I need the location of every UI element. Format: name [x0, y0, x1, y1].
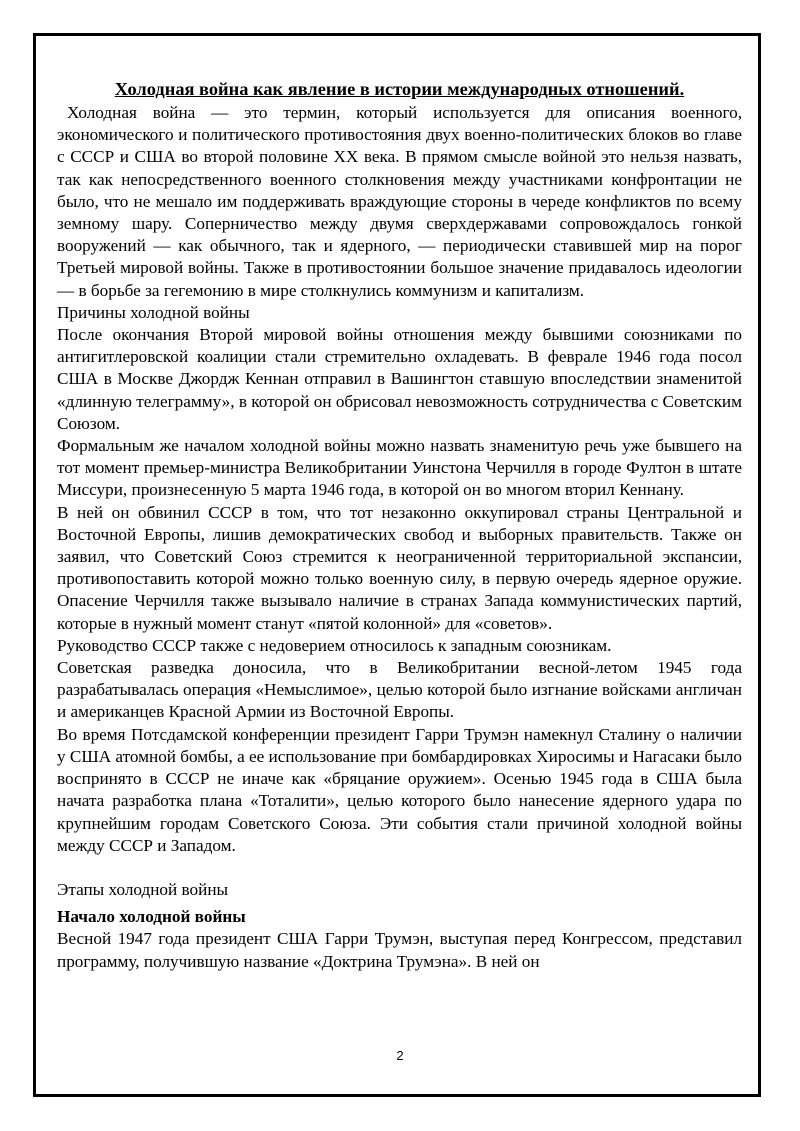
document-title: Холодная война как явление в истории международных отношений. — [114, 79, 685, 99]
document-body — [57, 74, 742, 973]
intro-paragraph: Холодная война — это термин, который используется для описания военного, экономического и политического противостояния двух военно-политических блоков во главе с СССР и США во второй половине XX века. В прямом смысле войной это нельзя назвать, так как непосредственного военного столкновения между участниками конфронтации не было, что не мешало им поддерживать враждующие стороны в череде конфликтов по всему земному шару. Соперничество между двумя сверхдержавами сопровождалось гонкой вооружений — как обычного, так и ядерного, — периодически ставившей мир на порог Третьей мировой войны. Также в противостоянии большое значение придавалось идеологии — в борьбе за гегемонию в мире столкнулись коммунизм и капитализм. — [57, 103, 742, 300]
causes-paragraph-6: Во время Потсдамской конференции президент Гарри Трумэн намекнул Сталину о наличии у США атомной бомбы, а ее использование при бомбардировках Хиросимы и Нагасаки было воспринято в СССР не иначе как «бряцание оружием». Осенью 1945 года в США была начата разработка плана «Тоталити», целью которого было нанесение ядерного удара по крупнейшим городам Советского Союза. Эти события стали причиной холодной войны между СССР и Западом. — [57, 724, 743, 855]
section-heading-stages: Этапы холодной войны — [57, 879, 229, 899]
page-number: 2 — [396, 1048, 404, 1063]
subsection-heading-start: Начало холодной войны — [57, 907, 246, 927]
causes-paragraph-4: Руководство СССР также с недоверием относилось к западным союзникам. — [57, 635, 612, 655]
causes-paragraph-3: В ней он обвинил СССР в том, что тот незаконно оккупировал страны Центральной и Восточной Европы, лишив демократических свобод и выборных правительств. Также он заявил, что Советский Союз стремится к неограниченной территориальной экспансии, противопоставить которой можно только военную силу, в первую очередь ядерное оружие. Опасение Черчилля также вызывало наличие в странах Запада коммунистических партий, которые в нужный момент станут «пятой колонной» для «советов». — [57, 502, 742, 633]
causes-paragraph-5: Советская разведка доносила, что в Великобритании весной-летом 1945 года разрабатывалась операция «Немыслимое», целью которой было изгнание войсками англичан и американцев Красной Армии из Восточной Европы. — [57, 658, 742, 722]
section-heading-causes: Причины холодной войны — [57, 302, 250, 322]
start-paragraph-1: Весной 1947 года президент США Гарри Трумэн, выступая перед Конгрессом, представил программу, получившую название «Доктрина Трумэна». В ней он — [57, 929, 742, 971]
causes-paragraph-1: После окончания Второй мировой войны отношения между бывшими союзниками по антигитлеровской коалиции стали стремительно охладевать. В феврале 1946 года посол США в Москве Джордж Кеннан отправил в Вашингтон ставшую впоследствии знаменитой «длинную телеграмму», в которой он обрисовал невозможность сотрудничества с Советским Союзом. — [57, 325, 742, 433]
causes-paragraph-2: Формальным же началом холодной войны можно назвать знаменитую речь уже бывшего на тот момент премьер-министра Великобритании Уинстона Черчилля в городе Фултон в штате Миссури, произнесенную 5 марта 1946 года, в которой он во многом вторил Кеннану. — [57, 436, 742, 500]
blank-line — [57, 857, 742, 879]
